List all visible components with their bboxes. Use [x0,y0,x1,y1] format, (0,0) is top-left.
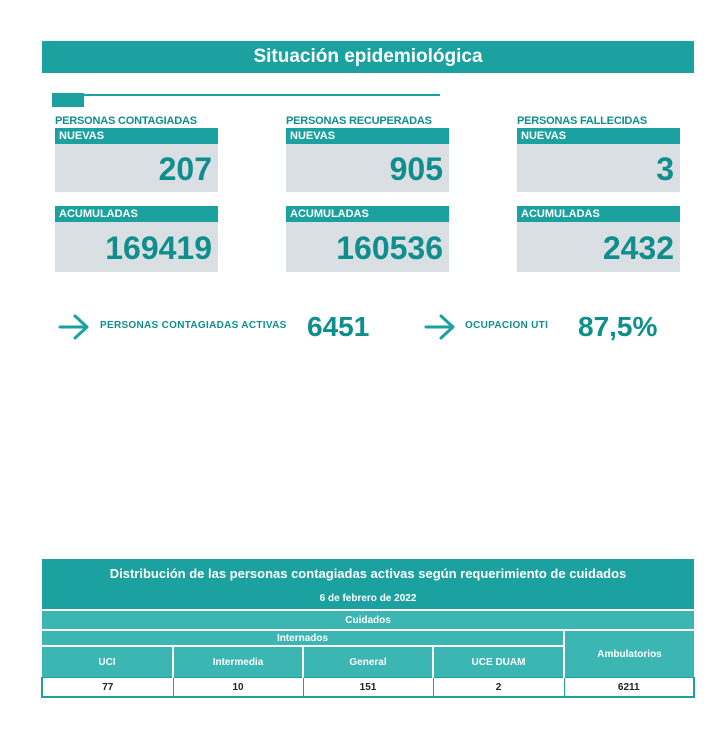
active-cases-label: PERSONAS CONTAGIADAS ACTIVAS [100,320,287,331]
table-title-row [42,559,694,587]
accumulated-value: 169419 [55,222,218,272]
cell-intermedia: 10 [173,678,303,698]
new-box [55,128,218,192]
stat-column-contagiadas [55,114,218,272]
category-label: PERSONAS FALLECIDAS [517,115,648,127]
cell-general: 151 [303,678,433,698]
ambulatorios-header: Ambulatorios [564,630,694,678]
uti-occupancy-label: OCUPACION UTI [465,320,549,331]
internados-header: Internados [42,630,564,646]
accumulated-value: 160536 [286,222,449,272]
stat-column-fallecidas [517,114,680,272]
stat-column-recuperadas [286,114,449,272]
column-header-general: General [303,646,433,678]
arrow-right-icon [58,313,90,341]
new-box [286,128,449,192]
new-label: NUEVAS [55,128,218,144]
category-label: PERSONAS CONTAGIADAS [55,115,197,127]
column-header-intermedia: Intermedia [173,646,303,678]
accumulated-value: 2432 [517,222,680,272]
cuidados-row [42,610,694,630]
accent-block [52,93,84,107]
cell-ambulatorios: 6211 [564,678,694,698]
page-title: Situación epidemiológica [42,41,694,73]
new-label: NUEVAS [517,128,680,144]
table-date: 6 de febrero de 2022 [42,587,694,610]
table-title: Distribución de las personas contagiadas activas según requerimiento de cuidados [42,559,694,587]
uti-occupancy-value: 87,5% [578,311,658,342]
accumulated-box [286,206,449,272]
cell-uci: 77 [42,678,173,698]
active-cases-value: 6451 [307,311,370,342]
accent-divider [84,94,440,96]
table-date-row [42,587,694,610]
arrow-right-icon [424,313,456,341]
accumulated-label: ACUMULADAS [286,206,449,222]
cell-uce-duam: 2 [433,678,564,698]
new-box [517,128,680,192]
accumulated-label: ACUMULADAS [55,206,218,222]
accumulated-box [55,206,218,272]
cuidados-header: Cuidados [42,610,694,630]
table-row [42,678,694,698]
new-value: 3 [517,144,680,192]
accumulated-box [517,206,680,272]
column-header-uci: UCI [42,646,173,678]
new-value: 905 [286,144,449,192]
column-header-uce-duam: UCE DUAM [433,646,564,678]
category-label: PERSONAS RECUPERADAS [286,115,432,127]
internados-row [42,630,694,646]
new-value: 207 [55,144,218,192]
care-distribution-table [41,559,695,698]
new-label: NUEVAS [286,128,449,144]
accumulated-label: ACUMULADAS [517,206,680,222]
